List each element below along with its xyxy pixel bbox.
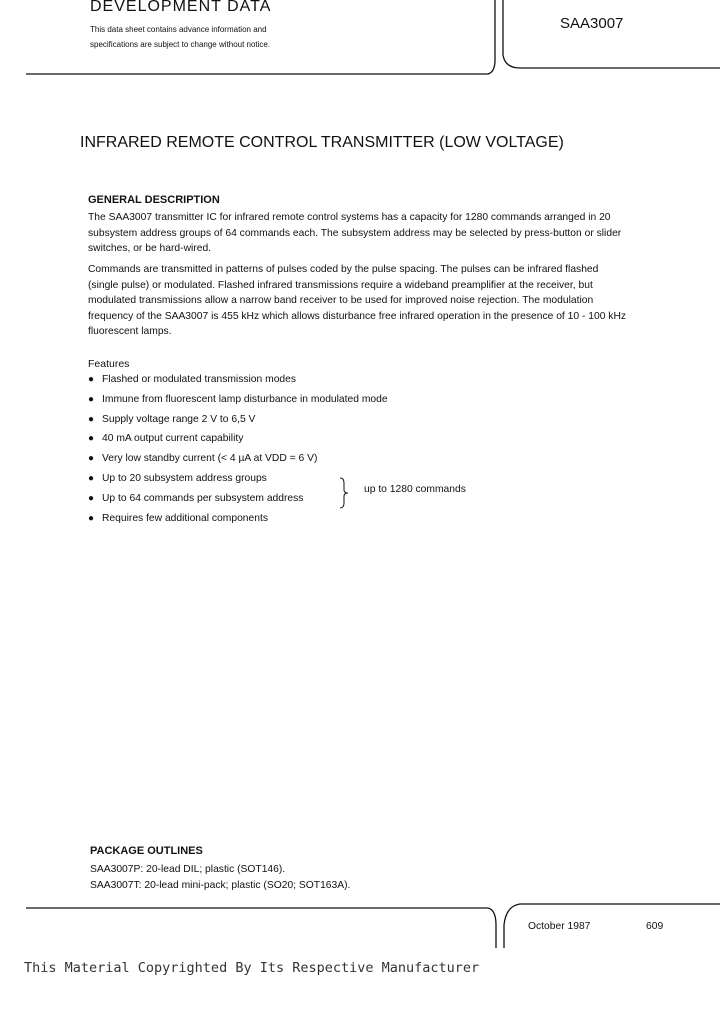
feature-item: ● Very low standby current (< 4 µA at VDD = 6 V) [88, 453, 318, 465]
curly-brace-icon [338, 477, 352, 509]
package-outline-list [90, 862, 350, 894]
note-line-2: specifications are subject to change without notice. [90, 40, 271, 49]
package-outline-item: SAA3007T: 20-lead mini-pack; plastic (SO20; SOT163A). [90, 880, 351, 891]
copyright-notice: This Material Copyrighted By Its Respective Manufacturer [24, 960, 480, 976]
features-heading: Features [88, 358, 130, 370]
feature-item: ● 40 mA output current capability [88, 433, 244, 445]
document-title: INFRARED REMOTE CONTROL TRANSMITTER (LOW VOLTAGE) [80, 134, 564, 151]
feature-item: ● Up to 20 subsystem address groups [88, 472, 267, 484]
feature-item: ● Immune from fluorescent lamp disturbance in modulated mode [88, 393, 388, 405]
package-outlines-heading: PACKAGE OUTLINES [90, 845, 203, 857]
bullet-icon: ● [88, 453, 95, 465]
command-capacity-note: up to 1280 commands [364, 484, 466, 495]
bullet-icon: ● [88, 393, 95, 405]
bullet-icon: ● [88, 472, 95, 484]
feature-item: ● Requires few additional components [88, 512, 268, 524]
bullet-icon: ● [88, 433, 95, 445]
page-number: 609 [646, 921, 664, 932]
description-paragraph-2: Commands are transmitted in patterns of pulses coded by the pulse spacing. The pulses can be infrared flashed (single pulse) or modulated. Flashed infrared transmissions require a wideband preamplifier at the receiver, but modulated transmissions allow a narrow band receiver to be used for improved noise rejection. The modulation frequency of the SAA3007 is 455 kHz which allows disturbance free infrared operation in the presence of 10 - 100 kHz fluorescent lamps. [88, 264, 627, 338]
note-line-1: This data sheet contains advance information and [90, 25, 267, 34]
feature-item: ● Up to 64 commands per subsystem address [88, 492, 304, 504]
description-paragraph-1: The SAA3007 transmitter IC for infrared remote control systems has a capacity for 1280 commands arranged in 20 subsystem address groups of 64 commands each. The subsystem address may be selected by press-button or slider switches, or be hard-wired. [88, 212, 622, 255]
general-description-heading: GENERAL DESCRIPTION [88, 194, 220, 206]
bullet-icon: ● [88, 512, 95, 524]
development-data-banner: DEVELOPMENT DATA [90, 0, 272, 15]
feature-item: ● Flashed or modulated transmission modes [88, 374, 297, 385]
bullet-icon: ● [88, 492, 95, 504]
bullet-icon: ● [88, 413, 95, 425]
publication-date: October 1987 [528, 921, 591, 932]
feature-item: ● Supply voltage range 2 V to 6,5 V [88, 413, 256, 425]
part-number: SAA3007 [560, 15, 624, 32]
package-outline-item: SAA3007P: 20-lead DIL; plastic (SOT146). [90, 864, 286, 875]
bullet-icon: ● [88, 374, 95, 385]
advance-information-note [90, 22, 320, 52]
